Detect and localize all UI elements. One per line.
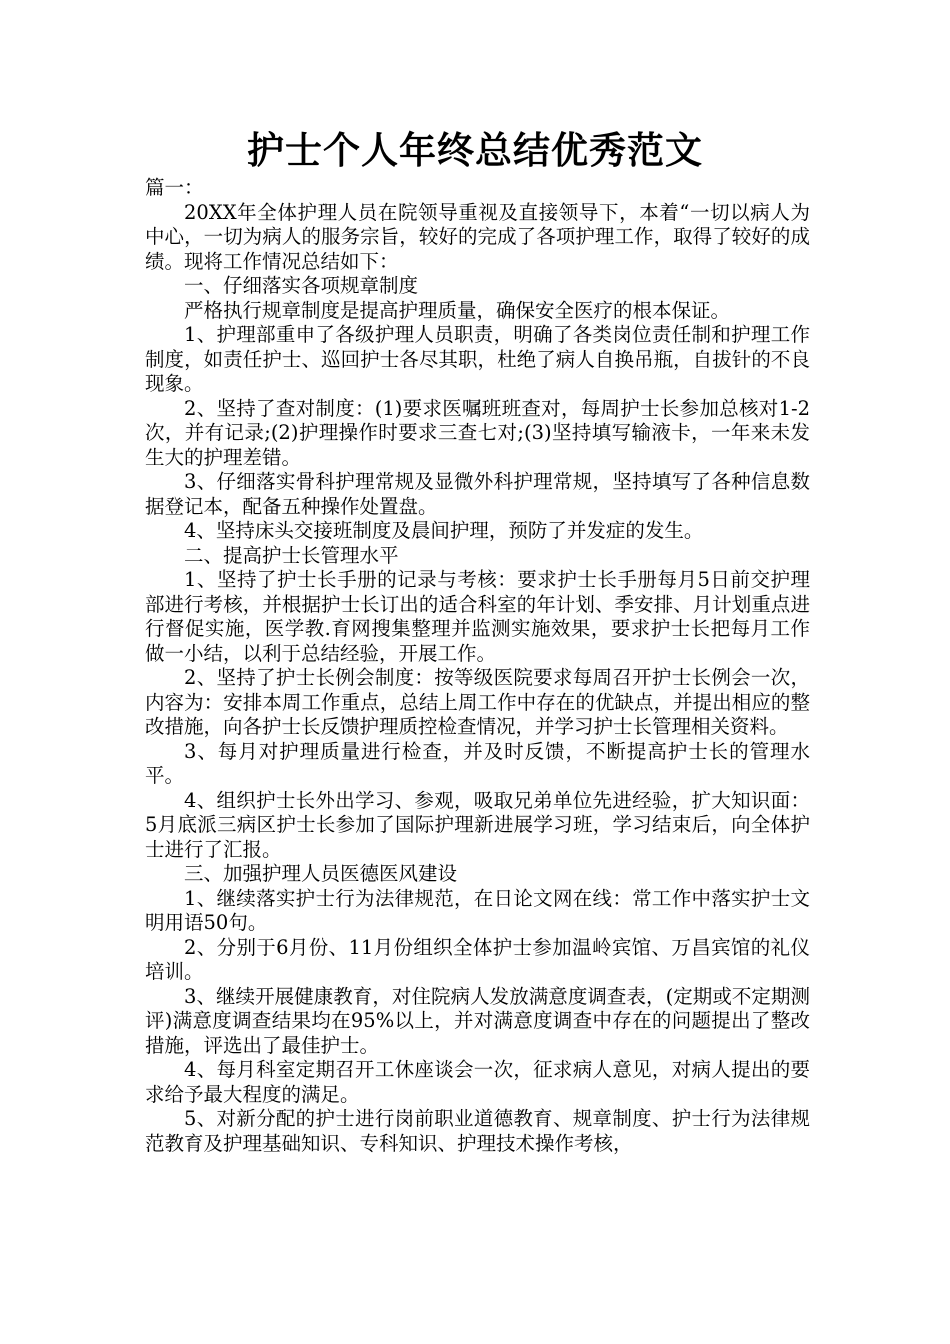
document-body	[145, 176, 810, 1156]
document-title: 护士个人年终总结优秀范文	[247, 129, 703, 172]
list-item: 3、仔细落实骨科护理常规及显微外科护理常规，坚持填写了各种信息数据登记本，配备五种操作处置盘。	[145, 470, 810, 518]
list-item: 5、对新分配的护士进行岗前职业道德教育、规章制度、护士行为法律规范教育及护理基础知识、专科知识、护理技术操作考核，	[145, 1107, 810, 1155]
list-item: 1、继续落实护士行为法律规范，在日论文网在线：常工作中落实护士文明用语50句。	[145, 886, 810, 934]
list-item: 3、继续开展健康教育，对住院病人发放满意度调查表，(定期或不定期测评)满意度调查结果均在95%以上，并对满意度调查中存在的问题提出了整改措施，评选出了最佳护士。	[145, 984, 810, 1057]
part-label: 篇一：	[145, 176, 204, 199]
list-item: 2、坚持了护士长例会制度：按等级医院要求每周召开护士长例会一次，内容为：安排本周工作重点，总结上周工作中存在的优缺点，并提出相应的整改措施，向各护士长反馈护理质控检查情况，并学习护士长管理相关资料。	[145, 666, 810, 738]
section-heading-2: 二、提高护士长管理水平	[184, 543, 399, 567]
list-item: 4、每月科室定期召开工休座谈会一次，征求病人意见，对病人提出的要求给予最大程度的满足。	[145, 1058, 810, 1106]
list-item: 2、坚持了查对制度：(1)要求医嘱班班查对，每周护士长参加总核对1-2次，并有记录;(2)护理操作时要求三查七对;(3)坚持填写输液卡，一年来未发生大的护理差错。	[145, 396, 810, 469]
list-item: 4、坚持床头交接班制度及晨间护理，预防了并发症的发生。	[184, 519, 704, 542]
list-item: 4、组织护士长外出学习、参观，吸取兄弟单位先进经验，扩大知识面：5月底派三病区护士长参加了国际护理新进展学习班，学习结束后，向全体护士进行了汇报。	[145, 788, 810, 861]
list-item: 3、每月对护理质量进行检查，并及时反馈，不断提高护士长的管理水平。	[145, 739, 810, 787]
list-item: 1、护理部重申了各级护理人员职责，明确了各类岗位责任制和护理工作制度，如责任护士、巡回护士各尽其职，杜绝了病人自换吊瓶，自拔针的不良现象。	[145, 323, 810, 395]
intro-paragraph: 20XX年全体护理人员在院领导重视及直接领导下，本着“一切以病人为中心，一切为病人的服务宗旨，较好的完成了各项护理工作，取得了较好的成绩。现将工作情况总结如下：	[145, 200, 810, 273]
section-heading-3: 三、加强护理人员医德医风建设	[184, 862, 458, 885]
section-heading-1: 一、仔细落实各项规章制度	[184, 274, 419, 297]
paragraph: 严格执行规章制度是提高护理质量，确保安全医疗的根本保证。	[184, 298, 731, 322]
list-item: 1、坚持了护士长手册的记录与考核：要求护士长手册每月5日前交护理部进行考核，并根据护士长订出的适合科室的年计划、季安排、月计划重点进行督促实施，医学教.育网搜集整理并监测实施效果，要求护士长把每月工作做一小结，以利于总结经验，开展工作。	[145, 568, 810, 665]
list-item: 2、分别于6月份、11月份组织全体护士参加温岭宾馆、万昌宾馆的礼仪培训。	[145, 935, 810, 983]
